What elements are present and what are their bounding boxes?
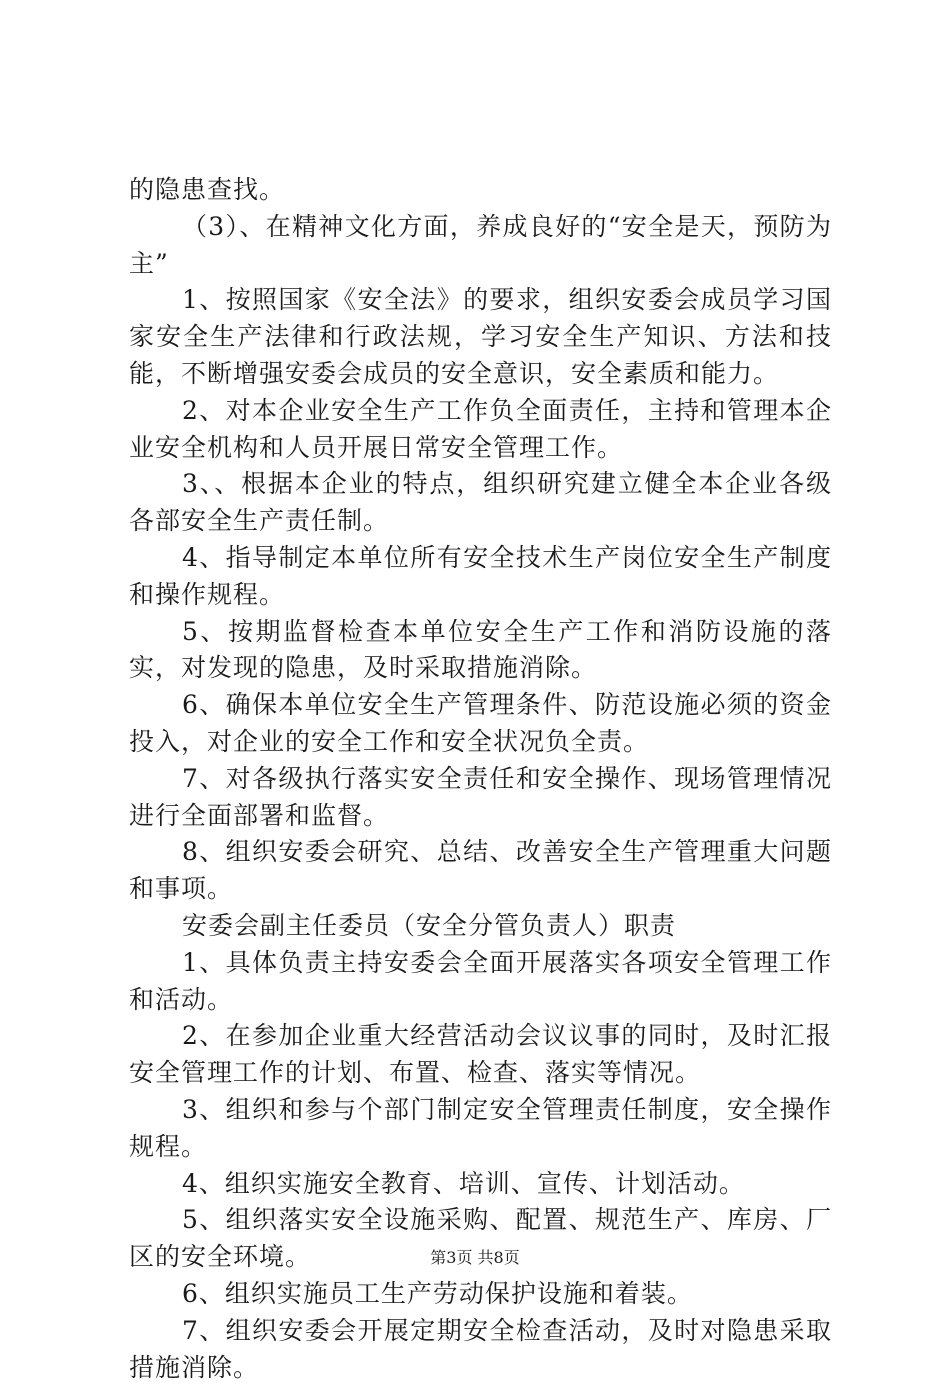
paragraph: 2、在参加企业重大经营活动会议议事的同时，及时汇报安全管理工作的计划、布置、检查、落实等情况。 — [129, 1021, 832, 1088]
section-heading: 安委会副主任委员（安全分管负责人）职责 — [182, 910, 677, 940]
paragraph: 4、指导制定本单位所有安全技术生产岗位安全生产制度和操作规程。 — [129, 542, 832, 609]
paragraph: （3）、在精神文化方面，养成良好的“安全是天，预防为主” — [129, 211, 832, 278]
document-body — [129, 172, 832, 1386]
paragraph: 7、组织安委会开展定期安全检查活动，及时对隐患采取措施消除。 — [129, 1315, 832, 1382]
paragraph: 6、确保本单位安全生产管理条件、防范设施必须的资金投入，对企业的安全工作和安全状况负全责。 — [129, 690, 832, 756]
paragraph: 2、对本企业安全生产工作负全面责任，主持和管理本企业安全机构和人员开展日常安全管理工作。 — [129, 395, 832, 462]
page-number-footer: 第3页 共8页 — [430, 1248, 520, 1267]
paragraph: 3、、根据本企业的特点，组织研究建立健全本企业各级各部安全生产责任制。 — [129, 469, 832, 536]
paragraph: 4、组织实施安全教育、培训、宣传、计划活动。 — [182, 1168, 745, 1198]
paragraph: 8、组织安委会研究、总结、改善安全生产管理重大问题和事项。 — [129, 837, 832, 904]
paragraph: 1、具体负责主持安委会全面开展落实各项安全管理工作和活动。 — [129, 947, 832, 1014]
paragraph: 3、组织和参与个部门制定安全管理责任制度，安全操作规程。 — [129, 1094, 832, 1161]
paragraph: 7、对各级执行落实安全责任和安全操作、现场管理情况进行全面部署和监督。 — [129, 763, 832, 830]
paragraph: 的隐患查找。 — [129, 175, 286, 204]
paragraph: 1、按照国家《安全法》的要求，组织安委会成员学习国家安全生产法律和行政法规，学习安全生产知识、方法和技能，不断增强安委会成员的安全意识，安全素质和能力。 — [129, 285, 832, 388]
paragraph: 5、组织落实安全设施采购、配置、规范生产、库房、厂区的安全环境。 — [129, 1205, 832, 1272]
paragraph: 5、按期监督检查本单位安全生产工作和消防设施的落实，对发现的隐患，及时采取措施消除。 — [129, 616, 832, 683]
paragraph: 6、组织实施员工生产劳动保护设施和着装。 — [182, 1278, 693, 1308]
